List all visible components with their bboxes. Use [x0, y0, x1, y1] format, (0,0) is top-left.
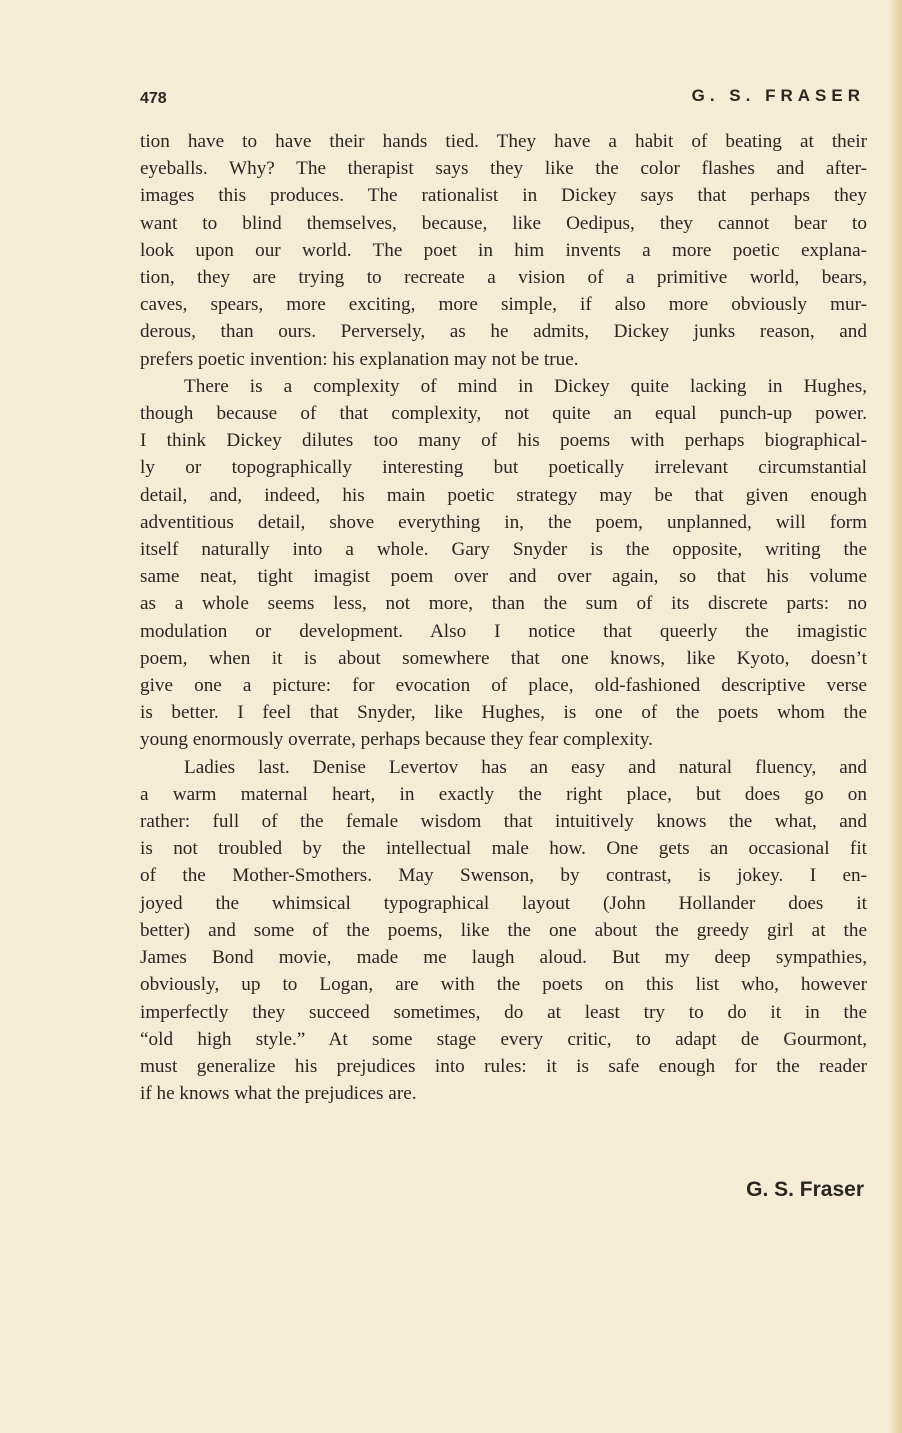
- text-line: detail, and, indeed, his main poetic strategy may be that given enough: [140, 484, 867, 506]
- text-line: though because of that complexity, not quite an equal punch-up power.: [140, 403, 867, 425]
- text-line: imperfectly they succeed sometimes, do at least try to do it in the: [140, 1001, 867, 1023]
- text-line: joyed the whimsical typographical layout (John Hollander does it: [140, 892, 867, 914]
- text-line: tion, they are trying to recreate a vision of a primitive world, bears,: [140, 267, 867, 289]
- text-line: of the Mother-Smothers. May Swenson, by contrast, is jokey. I en-: [140, 865, 867, 887]
- text-line: a warm maternal heart, in exactly the right place, but does go on: [140, 783, 867, 805]
- running-head: G. S. FRASER: [691, 86, 865, 105]
- paragraph-2: [140, 373, 867, 754]
- text-line: give one a picture: for evocation of place, old-fashioned descriptive verse: [140, 675, 867, 697]
- text-line: prefers poetic invention: his explanation may not be true.: [140, 348, 579, 370]
- text-line: must generalize his prejudices into rules: it is safe enough for the reader: [140, 1055, 867, 1077]
- text-line: “old high style.” At some stage every critic, to adapt de Gourmont,: [140, 1028, 867, 1050]
- text-line: There is a complexity of mind in Dickey quite lacking in Hughes,: [184, 375, 867, 397]
- text-line: eyeballs. Why? The therapist says they like the color flashes and after-: [140, 158, 867, 180]
- text-line: obviously, up to Logan, are with the poets on this list who, however: [140, 974, 867, 996]
- text-line: rather: full of the female wisdom that intuitively knows the what, and: [140, 811, 867, 833]
- text-line: Ladies last. Denise Levertov has an easy and natural fluency, and: [184, 756, 867, 778]
- text-line: images this produces. The rationalist in Dickey says that perhaps they: [140, 185, 867, 207]
- text-line: modulation or development. Also I notice that queerly the imagistic: [140, 620, 867, 642]
- text-line: ly or topographically interesting but poetically irrelevant circumstantial: [140, 457, 867, 479]
- text-line: same neat, tight imagist poem over and over again, so that his volume: [140, 566, 867, 588]
- text-line: I think Dickey dilutes too many of his poems with perhaps biographical-: [140, 430, 867, 452]
- text-line: James Bond movie, made me laugh aloud. But my deep sympathies,: [140, 947, 867, 969]
- text-line: is better. I feel that Snyder, like Hughes, is one of the poets whom the: [140, 702, 867, 724]
- author-signature: G. S. Fraser: [746, 1178, 864, 1201]
- text-line: caves, spears, more exciting, more simple, if also more obviously mur-: [140, 294, 867, 316]
- text-line: better) and some of the poems, like the one about the greedy girl at the: [140, 919, 867, 941]
- text-line: as a whole seems less, not more, than the sum of its discrete parts: no: [140, 593, 867, 615]
- body-text: [140, 128, 867, 1107]
- paragraph-3: [140, 754, 867, 1108]
- text-line: if he knows what the prejudices are.: [140, 1083, 417, 1105]
- page-edge: [888, 0, 902, 1433]
- page-number: 478: [140, 90, 167, 107]
- paragraph-1: [140, 128, 867, 373]
- text-line: derous, than ours. Perversely, as he admits, Dickey junks reason, and: [140, 321, 867, 343]
- text-line: look upon our world. The poet in him invents a more poetic explana-: [140, 239, 867, 261]
- text-line: is not troubled by the intellectual male how. One gets an occasional fit: [140, 838, 867, 860]
- text-line: adventitious detail, shove everything in, the poem, unplanned, will form: [140, 511, 867, 533]
- text-line: poem, when it is about somewhere that one knows, like Kyoto, doesn’t: [140, 647, 867, 669]
- text-line: want to blind themselves, because, like Oedipus, they cannot bear to: [140, 212, 867, 234]
- text-line: itself naturally into a whole. Gary Snyder is the opposite, writing the: [140, 539, 867, 561]
- text-line: young enormously overrate, perhaps because they fear complexity.: [140, 729, 653, 751]
- page-header: [140, 86, 865, 116]
- text-line: tion have to have their hands tied. They have a habit of beating at their: [140, 131, 867, 152]
